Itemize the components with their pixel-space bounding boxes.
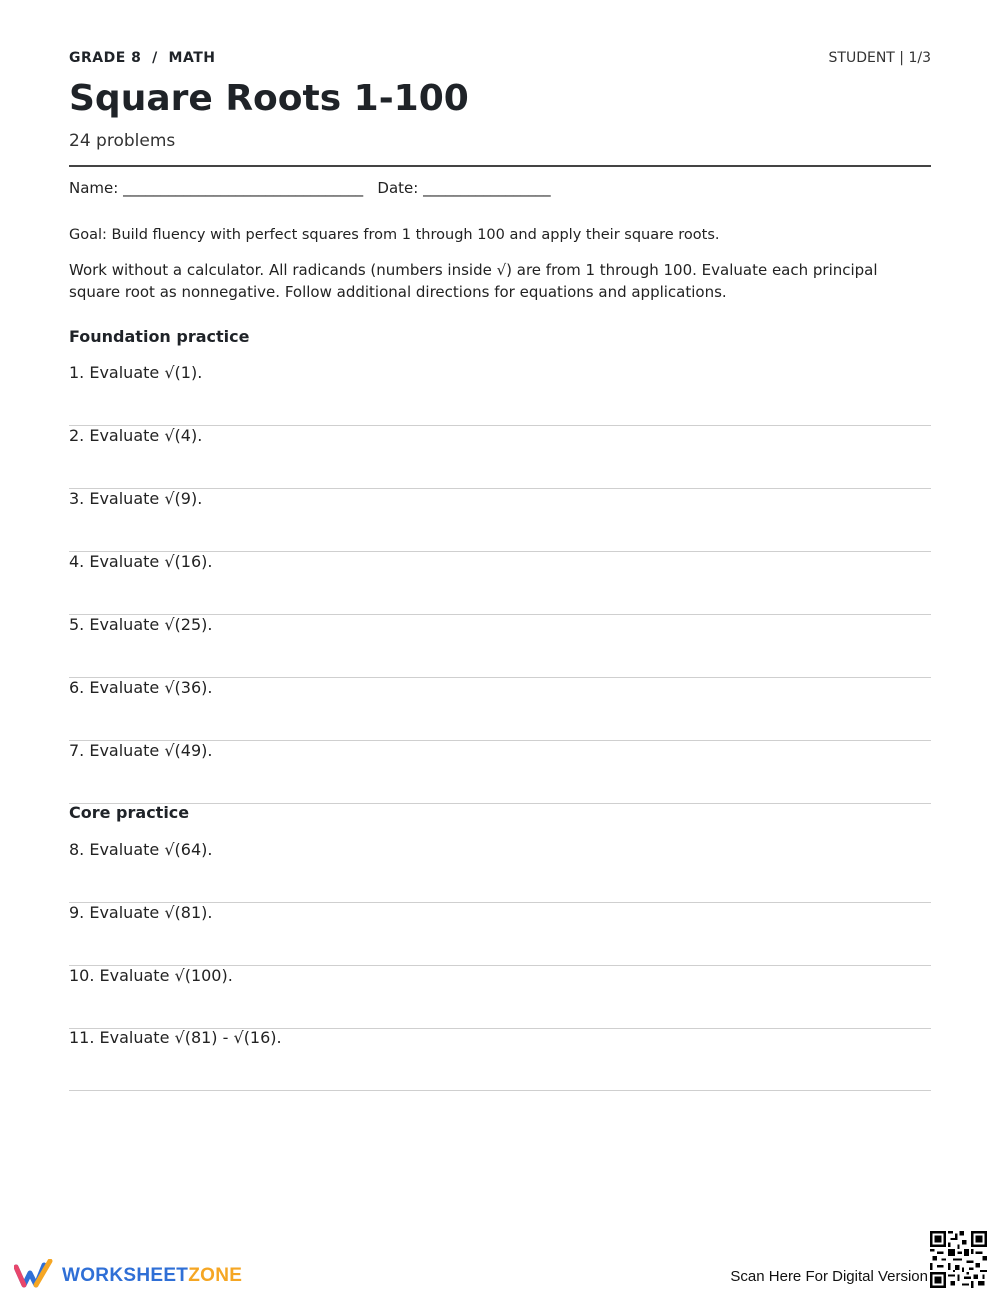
problem-text: 5. Evaluate √(25). bbox=[69, 615, 213, 634]
problem-text: 7. Evaluate √(49). bbox=[69, 741, 213, 760]
brand-part-worksheet: WORKSHEET bbox=[62, 1265, 189, 1286]
problem-text: 9. Evaluate √(81). bbox=[69, 903, 213, 922]
problem-item[interactable] bbox=[69, 903, 931, 966]
problem-item[interactable] bbox=[69, 363, 931, 426]
worksheetzone-logo-icon bbox=[14, 1259, 56, 1289]
header-divider bbox=[69, 165, 931, 167]
problem-text: 8. Evaluate √(64). bbox=[69, 840, 213, 859]
problem-text: 6. Evaluate √(36). bbox=[69, 678, 213, 697]
date-label: Date: bbox=[377, 179, 419, 197]
problem-item[interactable] bbox=[69, 489, 931, 552]
problem-text: 1. Evaluate √(1). bbox=[69, 363, 203, 382]
name-date-row bbox=[69, 179, 551, 197]
worksheet-page bbox=[69, 0, 931, 1295]
subject-label: MATH bbox=[168, 50, 216, 66]
problem-item[interactable] bbox=[69, 966, 931, 1029]
problem-item[interactable] bbox=[69, 615, 931, 678]
problem-item[interactable] bbox=[69, 678, 931, 741]
section-title-foundation: Foundation practice bbox=[69, 327, 250, 346]
separator: / bbox=[152, 50, 158, 66]
problem-count: 24 problems bbox=[69, 131, 176, 151]
section-title-core: Core practice bbox=[69, 803, 190, 822]
problem-item[interactable] bbox=[69, 741, 931, 804]
problem-text: 3. Evaluate √(9). bbox=[69, 489, 203, 508]
problem-text: 4. Evaluate √(16). bbox=[69, 552, 213, 571]
page-title: Square Roots 1-100 bbox=[69, 78, 469, 119]
problem-text: 11. Evaluate √(81) - √(16). bbox=[69, 1028, 282, 1047]
name-field[interactable]: ________________________________ bbox=[123, 179, 364, 197]
grade-label: GRADE 8 bbox=[69, 50, 142, 66]
name-label: Name: bbox=[69, 179, 119, 197]
instructions-text: Work without a calculator. All radicands (numbers inside √) are from 1 through 100. Evaluate each principal square root as nonnegative. Follow additional directions for equations and applications. bbox=[69, 261, 878, 301]
problem-item[interactable] bbox=[69, 840, 931, 903]
grade-subject-label bbox=[69, 50, 215, 66]
problem-text: 10. Evaluate √(100). bbox=[69, 966, 233, 985]
brand-name bbox=[62, 1265, 242, 1287]
problem-item[interactable] bbox=[69, 552, 931, 615]
problem-text: 2. Evaluate √(4). bbox=[69, 426, 203, 445]
scan-caption: Scan Here For Digital Version bbox=[730, 1268, 928, 1285]
page-info: STUDENT | 1/3 bbox=[828, 50, 931, 66]
problem-item[interactable] bbox=[69, 1028, 931, 1091]
brand-part-zone: ZONE bbox=[188, 1265, 243, 1286]
top-bar bbox=[69, 50, 931, 70]
qr-code-icon[interactable] bbox=[930, 1231, 987, 1288]
problem-item[interactable] bbox=[69, 426, 931, 489]
goal-text: Goal: Build fluency with perfect squares from 1 through 100 and apply their square roots. bbox=[69, 227, 720, 243]
date-field[interactable]: _________________ bbox=[423, 179, 551, 197]
